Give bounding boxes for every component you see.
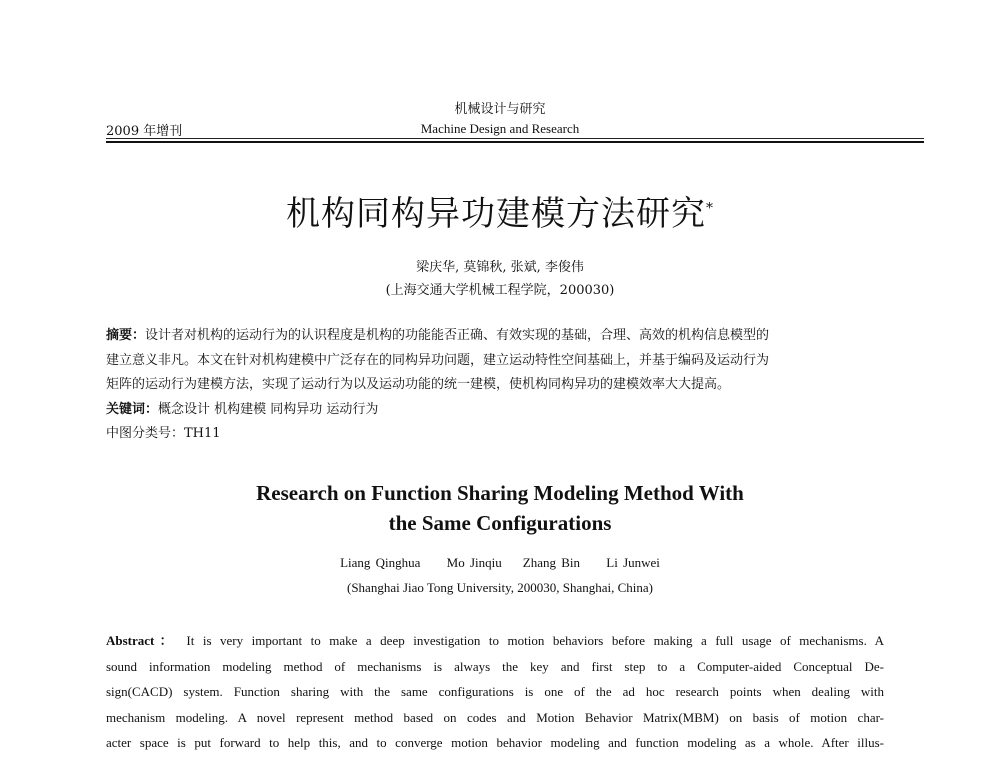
abstract-en-line: mechanism modeling. A novel represent method based on codes and Motion Behavior Matrix(MBM) on basis of motion char- bbox=[106, 709, 884, 725]
abstract-cn-text: 设计者对机构的运动行为的认识程度是机构的功能能否正确、有效实现的基础，合理、高效的机构信息模型的 bbox=[145, 328, 770, 343]
abstract-en-line: sign(CACD) system. Function sharing with the same configurations is one of the ad hoc research points when dealing with bbox=[106, 684, 884, 699]
title-cn-text: 机构同构异功建模方法研究 bbox=[286, 194, 706, 234]
abstract-cn-line bbox=[106, 324, 924, 349]
abstract-en-line: acter space is put forward to help this, and to converge motion behavior modeling and function modeling as a whole. After illus- bbox=[106, 735, 884, 750]
keywords-cn-text: 概念设计 机构建模 同构异功 运动行为 bbox=[158, 401, 379, 417]
author-en: Zhang Bin bbox=[522, 555, 581, 570]
abstract-cn-line: 矩阵的运动行为建模方法，实现了运动行为以及运动功能的统一建模，使机构同构异功的建模效率大大提高。 bbox=[106, 377, 731, 392]
authors-cn: 梁庆华, 莫锦秋, 张斌, 李俊伟 bbox=[416, 260, 584, 275]
keywords-cn-label: 关键词： bbox=[106, 401, 159, 417]
title-en bbox=[0, 478, 1000, 538]
classification-cn: 中图分类号：TH11 bbox=[106, 426, 221, 441]
title-cn bbox=[0, 186, 1000, 235]
journal-name-en: Machine Design and Research bbox=[420, 121, 580, 136]
abstract-en-block bbox=[106, 628, 884, 756]
header-rule-thick bbox=[106, 141, 924, 143]
abstract-cn-block bbox=[106, 324, 924, 447]
journal-name-cn: 机械设计与研究 bbox=[454, 102, 546, 117]
header-rule-thin bbox=[106, 138, 924, 139]
abstract-en-label: Abstract： bbox=[106, 633, 178, 648]
abstract-en-line: sound information modeling method of mechanisms is always the key and first step to a Computer-aided Conceptual De- bbox=[106, 658, 884, 674]
issue-label: 2009 年增刊 bbox=[106, 124, 183, 139]
affiliation-cn: (上海交通大学机械工程学院，200030) bbox=[385, 283, 615, 298]
abstract-cn-line: 建立意义非凡。本文在针对机构建模中广泛存在的同构异功问题，建立运动特性空间基础上，并基于编码及运动行为 bbox=[106, 352, 770, 368]
author-en: Mo Jinqiu bbox=[446, 555, 502, 570]
abstract-cn-label: 摘要： bbox=[106, 328, 146, 343]
affiliation-en: (Shanghai Jiao Tong University, 200030, Shanghai, China) bbox=[346, 580, 653, 595]
authors-en bbox=[0, 555, 1000, 571]
abstract-en-text: It is very important to make a deep investigation to motion behaviors before making a full usage of mechanisms. A bbox=[186, 633, 884, 648]
title-en-line: the Same Configurations bbox=[388, 511, 612, 535]
title-en-line: Research on Function Sharing Modeling Method With bbox=[256, 481, 744, 505]
author-en: Liang Qinghua bbox=[340, 555, 421, 570]
keywords-cn bbox=[106, 398, 924, 423]
abstract-en-line bbox=[106, 628, 884, 654]
title-footnote-mark: * bbox=[706, 200, 714, 217]
author-en: Li Junwei bbox=[606, 555, 660, 570]
